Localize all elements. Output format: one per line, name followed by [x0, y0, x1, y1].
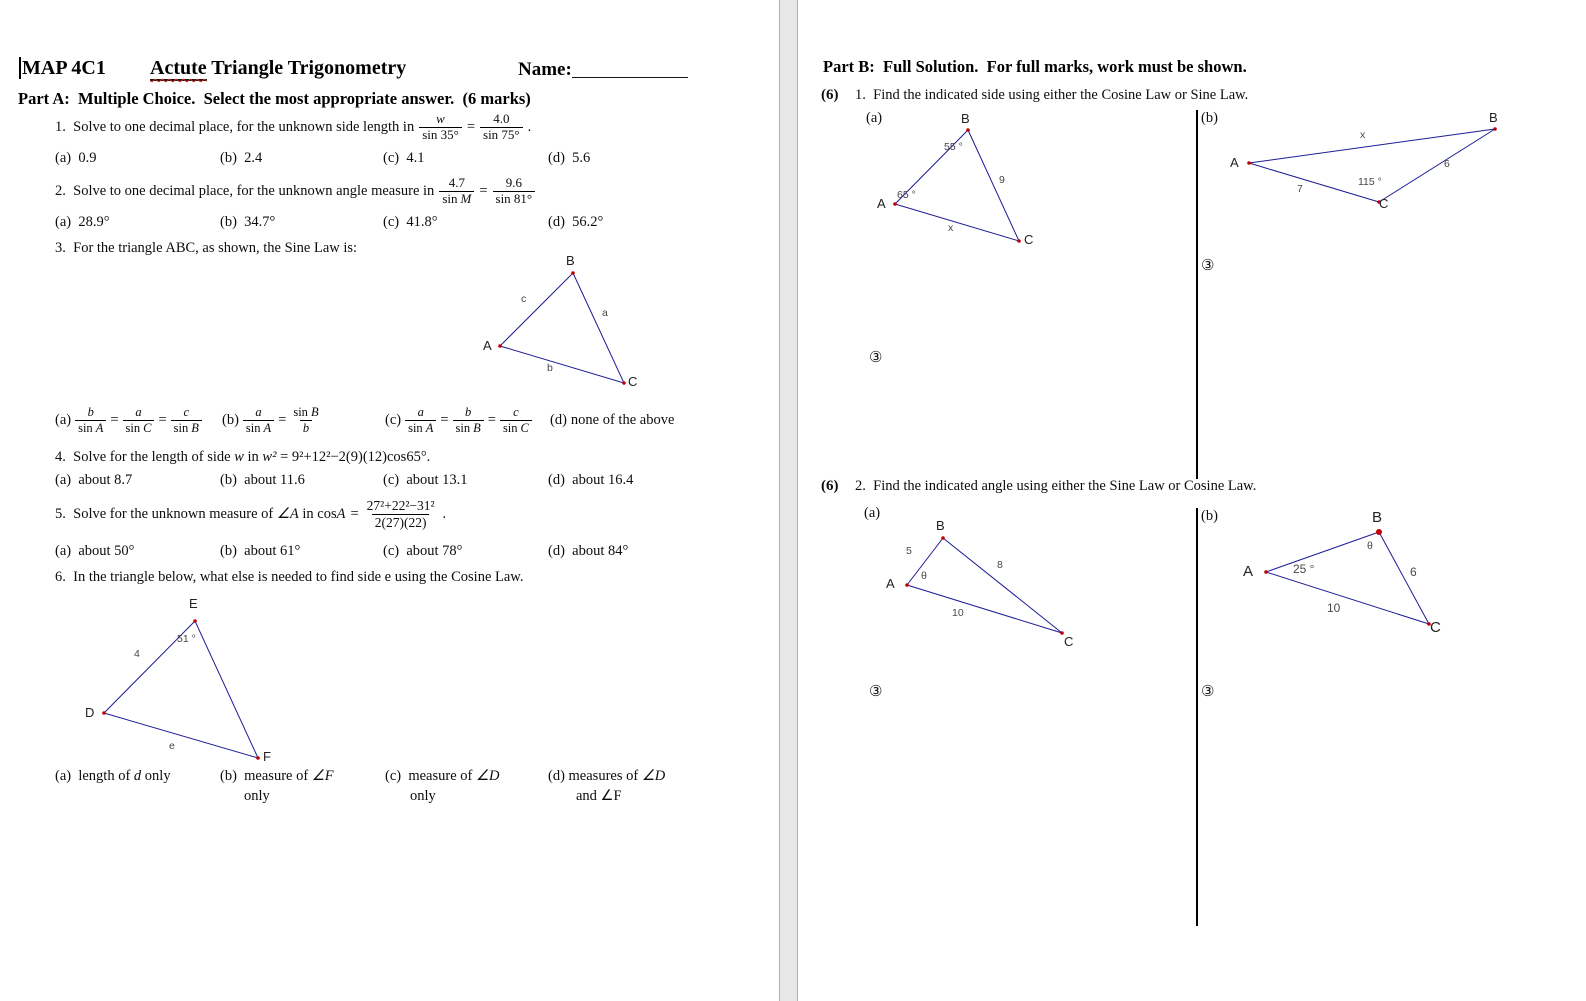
tri1a-angle-b: 55 °: [944, 141, 963, 153]
side-bc-line: [1379, 129, 1495, 202]
title-rest: Triangle Trigonometry: [206, 57, 407, 79]
tri2a-label-a: A: [886, 576, 895, 591]
q4-answer-d: (d) about 16.4: [548, 472, 634, 488]
q2-frac2-num: 9.6: [505, 175, 522, 190]
q3-option-a-label: (a): [55, 411, 72, 428]
q5-mid: in: [298, 505, 318, 522]
q2-frac2-den: sin 81°: [493, 191, 536, 207]
q5-pre-text: 5. Solve for the unknown measure of: [55, 505, 277, 522]
vertex-a-dot: [1247, 161, 1251, 165]
text-cursor: [19, 57, 21, 79]
name-label: Name:: [518, 59, 572, 80]
q2-answer-c: (c) 41.8°: [383, 214, 438, 230]
tri2b-label-b: B: [1372, 509, 1383, 526]
partb-q2a-label: (a): [864, 505, 881, 521]
tri1a-label-c: C: [1024, 232, 1034, 247]
q3b-f2-num: [290, 405, 321, 419]
q1-fraction-1: [419, 112, 462, 143]
tri1a-label-a: A: [877, 196, 886, 211]
q6-answer-a: [55, 768, 171, 785]
q2-answer-a: (a) 28.9°: [55, 214, 110, 230]
q3-option-d-text: none of the above: [570, 411, 675, 428]
question-1: [55, 112, 531, 143]
q3b-frac1: [243, 405, 274, 435]
part-a-heading: Part A: Multiple Choice. Select the most appropriate answer. (6 marks): [18, 89, 531, 108]
q1-answer-d: (d) 5.6: [548, 150, 591, 166]
tri6-label-e: E: [189, 596, 198, 611]
sin-label: sin: [293, 405, 308, 420]
q1-period: .: [527, 118, 532, 135]
q3b-f1-num: a: [255, 405, 262, 420]
q6a-pre: (a) length of: [55, 768, 134, 784]
partb-q1a-label: (a): [866, 110, 883, 126]
course-code: MAP 4C1: [22, 57, 106, 79]
side-df-line: [104, 713, 258, 758]
q1-frac1-den: sin 35°: [419, 127, 462, 143]
q3c-f1-var: A: [425, 420, 434, 435]
q6b-pre: (b) measure of: [220, 768, 312, 784]
q3c-f1-num: a: [417, 405, 424, 420]
tri1a-angle-a: 65 °: [897, 189, 916, 201]
tri1b-side-6: 6: [1444, 158, 1450, 170]
q6-answer-c: [385, 768, 499, 785]
q1-frac2-num: 4.0: [493, 111, 510, 126]
q1-equals: =: [466, 118, 476, 135]
tri2b-theta: θ: [1367, 540, 1373, 552]
q3a-frac2: [123, 405, 155, 435]
q3a-f3-den: [171, 420, 202, 435]
worksheet-title: [150, 57, 406, 80]
tri3-side-a: a: [602, 307, 608, 319]
q5-answer-b: (b) about 61°: [220, 543, 301, 559]
q3-option-b: [222, 400, 322, 440]
vertex-b-dot: [941, 536, 945, 540]
q6d-pre: (d) measures of: [548, 768, 642, 784]
q4-var: w: [234, 449, 244, 465]
q3-option-b-label: (b): [222, 411, 239, 428]
tri1a-side-x: x: [948, 222, 954, 234]
side-ac-line: [907, 585, 1062, 633]
q3-option-c: [385, 400, 532, 440]
equals: =: [487, 411, 496, 428]
q6c-pre: (c) measure of: [385, 768, 476, 784]
q2-frac1-var: M: [460, 190, 472, 206]
q5-answer-c: (c) about 78°: [383, 543, 463, 559]
q3c-f3-num: c: [513, 405, 519, 420]
q1-fraction-2: [480, 112, 523, 143]
side-a-line: [573, 273, 624, 383]
question-3-text: 3. For the triangle ABC, as shown, the Sine Law is:: [55, 240, 358, 256]
tri2a-theta: θ: [921, 570, 927, 582]
tri1b-label-c: C: [1379, 196, 1389, 211]
equals: =: [440, 411, 449, 428]
partb-q2-marks: (6): [821, 478, 839, 494]
q3a-f3-var: B: [191, 420, 199, 435]
q1-frac1-num: w: [436, 111, 445, 126]
q1-answer-b: (b) 2.4: [220, 150, 263, 166]
q3a-f1-num: b: [87, 405, 94, 420]
q5-period: .: [442, 505, 447, 522]
q3b-f2-den: b: [300, 420, 312, 435]
triangle-2a-figure: [895, 525, 1075, 640]
vertex-d-dot: [102, 711, 106, 715]
q3c-f1-den: [405, 420, 436, 435]
side-b-line: [500, 346, 624, 383]
misspelled-word: Actute: [150, 57, 207, 79]
part-b-heading: Part B: Full Solution. For full marks, work must be shown.: [823, 57, 1247, 76]
triangle-abc-figure: [480, 250, 640, 392]
q3c-f3-var: C: [520, 420, 529, 435]
vertex-b-dot: [1493, 127, 1497, 131]
tri6-side-4: 4: [134, 648, 140, 660]
q2-frac1-num: 4.7: [448, 175, 465, 190]
name-blank-line: [572, 60, 688, 78]
tri1b-label-a: A: [1230, 155, 1239, 170]
q6-answer-d-line2: and ∠F: [576, 788, 622, 804]
vertex-b-dot: [966, 128, 970, 132]
q6c-var: ∠D: [475, 768, 500, 784]
sin-label: sin: [78, 420, 93, 435]
q2-answer-d: (d) 56.2°: [548, 214, 604, 230]
q4-equation: = 9²+12²−2(9)(12)cos65°.: [276, 449, 431, 465]
q3c-f2-num: b: [465, 405, 472, 420]
vertex-a-dot: [1264, 570, 1268, 574]
q4-answer-c: (c) about 13.1: [383, 472, 468, 488]
tri1a-side-9: 9: [999, 174, 1005, 186]
sin-label: sin: [455, 420, 471, 435]
vertex-e-dot: [193, 619, 197, 623]
q6a-post: only: [141, 768, 171, 784]
sin-label: sin: [502, 420, 518, 435]
q6-answer-d: [548, 768, 665, 785]
tri2a-side-5: 5: [906, 545, 912, 557]
partb-q1-text: 1. Find the indicated side using either the Cosine Law or Sine Law.: [855, 87, 1249, 103]
tri3-side-c: c: [521, 293, 527, 305]
question-4-text: [55, 449, 430, 466]
vertex-a-dot: [905, 583, 909, 587]
vertex-a-dot: [893, 202, 897, 206]
q2-fraction-1: [439, 176, 474, 207]
tri2b-label-a: A: [1243, 563, 1254, 580]
q3b-frac2: [290, 405, 321, 435]
vertex-f-dot: [256, 756, 260, 760]
partb-q1-marks: (6): [821, 87, 839, 103]
q3c-f2-den: [453, 420, 484, 435]
tri2a-label-b: B: [936, 518, 945, 533]
question-2: [55, 176, 535, 207]
q5-cos-label: cos: [317, 505, 337, 522]
q4-mid: in: [243, 449, 263, 465]
partb-q2-text: 2. Find the indicated angle using either the Sine Law or Cosine Law.: [855, 478, 1257, 494]
q5-angle-a: ∠A: [276, 505, 299, 522]
q2-answer-b: (b) 34.7°: [220, 214, 276, 230]
q3a-f1-var: A: [95, 420, 104, 435]
equals: =: [158, 411, 167, 428]
tri3-label-b: B: [566, 253, 575, 268]
q5-equals: =: [350, 505, 359, 522]
triangle-1b-figure: [1235, 115, 1507, 210]
q1a-marks-circle: ③: [869, 350, 883, 366]
sin-label: sin: [125, 420, 141, 435]
q3a-f1-den: [75, 420, 106, 435]
tri3-label-a: A: [483, 338, 492, 353]
q5-frac-num: 27²+22²−31²: [366, 498, 435, 513]
q2-fraction-2: [493, 176, 536, 207]
q1-answer-c: (c) 4.1: [383, 150, 425, 166]
q1-answer-a: (a) 0.9: [55, 150, 97, 166]
side-c-line: [500, 273, 573, 346]
vertex-b-dot: [1376, 529, 1382, 535]
q2-frac1-den: [439, 191, 474, 207]
vertex-b-dot: [571, 271, 575, 275]
vertex-c-dot: [1017, 239, 1021, 243]
tri1a-label-b: B: [961, 111, 970, 126]
side-bc-line: [968, 130, 1019, 241]
q4-answer-b: (b) about 11.6: [220, 472, 305, 488]
question-6-text: 6. In the triangle below, what else is needed to find side e using the Cosine Law.: [55, 569, 524, 585]
sin-label: sin: [245, 420, 261, 435]
tri6-side-e: e: [169, 740, 175, 752]
vertex-a-dot: [498, 344, 502, 348]
q3a-frac1: [75, 405, 106, 435]
equals: =: [278, 411, 287, 428]
q3a-f2-den: [123, 420, 155, 435]
q3c-frac3: [500, 405, 532, 435]
q2a-marks-circle: ③: [869, 684, 883, 700]
q4-answer-a: (a) about 8.7: [55, 472, 133, 488]
tri2a-label-c: C: [1064, 634, 1074, 649]
q3a-f2-num: a: [135, 405, 142, 420]
q3-option-c-label: (c): [385, 411, 402, 428]
q6-answer-c-line2: only: [410, 788, 436, 804]
q5-frac-den: 2(27)(22): [372, 514, 430, 531]
tri1b-side-x: x: [1360, 129, 1366, 141]
q6-answer-b: [220, 768, 334, 785]
q5-answer-d: (d) about 84°: [548, 543, 629, 559]
q3b-f1-den: [243, 420, 274, 435]
q2-sin-label: sin: [442, 190, 458, 206]
q4-eq-w: w²: [262, 449, 277, 465]
q5-pre: [55, 506, 345, 523]
partb-q1b-label: (b): [1201, 110, 1218, 126]
tri6-label-d: D: [85, 705, 95, 720]
tri2a-side-8: 8: [997, 559, 1003, 571]
tri6-angle-e: 51 °: [177, 633, 196, 645]
q3c-f3-den: [500, 420, 532, 435]
q6-answer-b-line2: only: [244, 788, 270, 804]
q4-pre: 4. Solve for the length of side: [55, 449, 235, 465]
q3a-f3-num: c: [183, 405, 190, 420]
vertex-c-dot: [622, 381, 626, 385]
q1-column-divider: [1196, 110, 1198, 479]
q3a-f2-var: C: [143, 420, 152, 435]
tri1b-angle-c: 115 °: [1358, 176, 1382, 188]
tri6-label-f: F: [263, 749, 271, 764]
side-ef-line: [195, 621, 258, 758]
tri2b-side-10: 10: [1327, 601, 1341, 615]
q3c-frac2: [453, 405, 484, 435]
sin-label: sin: [173, 420, 189, 435]
q1b-marks-circle: ③: [1201, 258, 1215, 274]
tri2b-side-6: 6: [1410, 565, 1417, 579]
q3b-f2-var: B: [310, 405, 319, 420]
question-1-text: 1. Solve to one decimal place, for the unknown side length in: [55, 118, 415, 135]
side-ab-line: [1266, 532, 1379, 572]
q3-option-a: [55, 400, 202, 440]
q3-option-d: [550, 400, 674, 440]
q5-answer-a: (a) about 50°: [55, 543, 135, 559]
page-gutter: [779, 0, 798, 1001]
side-ab-line: [1249, 129, 1495, 163]
tri1b-label-b: B: [1489, 110, 1498, 125]
q2-equals: =: [479, 182, 488, 199]
q1-frac2-den: sin 75°: [480, 127, 523, 143]
q3b-f1-var: A: [263, 420, 272, 435]
tri3-label-c: C: [628, 374, 638, 389]
tri2b-label-c: C: [1430, 619, 1441, 636]
q2-column-divider: [1196, 508, 1198, 926]
side-ac-line: [895, 204, 1019, 241]
q3c-frac1: [405, 405, 436, 435]
q5-cos-var: A: [336, 505, 346, 522]
question-5: [55, 498, 446, 530]
equals: =: [110, 411, 119, 428]
triangle-def-figure: [95, 605, 270, 767]
tri1b-side-7: 7: [1297, 183, 1303, 195]
q3a-frac3: [171, 405, 202, 435]
q6a-var: d: [133, 768, 142, 784]
q3c-f2-var: B: [473, 420, 481, 435]
tri2a-side-10: 10: [952, 607, 964, 619]
question-2-text: 2. Solve to one decimal place, for the unknown angle measure in: [55, 182, 435, 199]
q2b-marks-circle: ③: [1201, 684, 1215, 700]
q6d-var: ∠D: [641, 768, 666, 784]
q6b-var: ∠F: [311, 768, 334, 784]
triangle-1a-figure: [880, 115, 1030, 250]
q5-fraction: [364, 498, 438, 530]
partb-q2b-label: (b): [1201, 508, 1218, 524]
sin-label: sin: [408, 420, 423, 435]
tri3-side-b: b: [547, 362, 553, 374]
q3-option-d-label: (d): [550, 411, 567, 428]
tri2b-angle-a: 25 °: [1293, 562, 1315, 576]
